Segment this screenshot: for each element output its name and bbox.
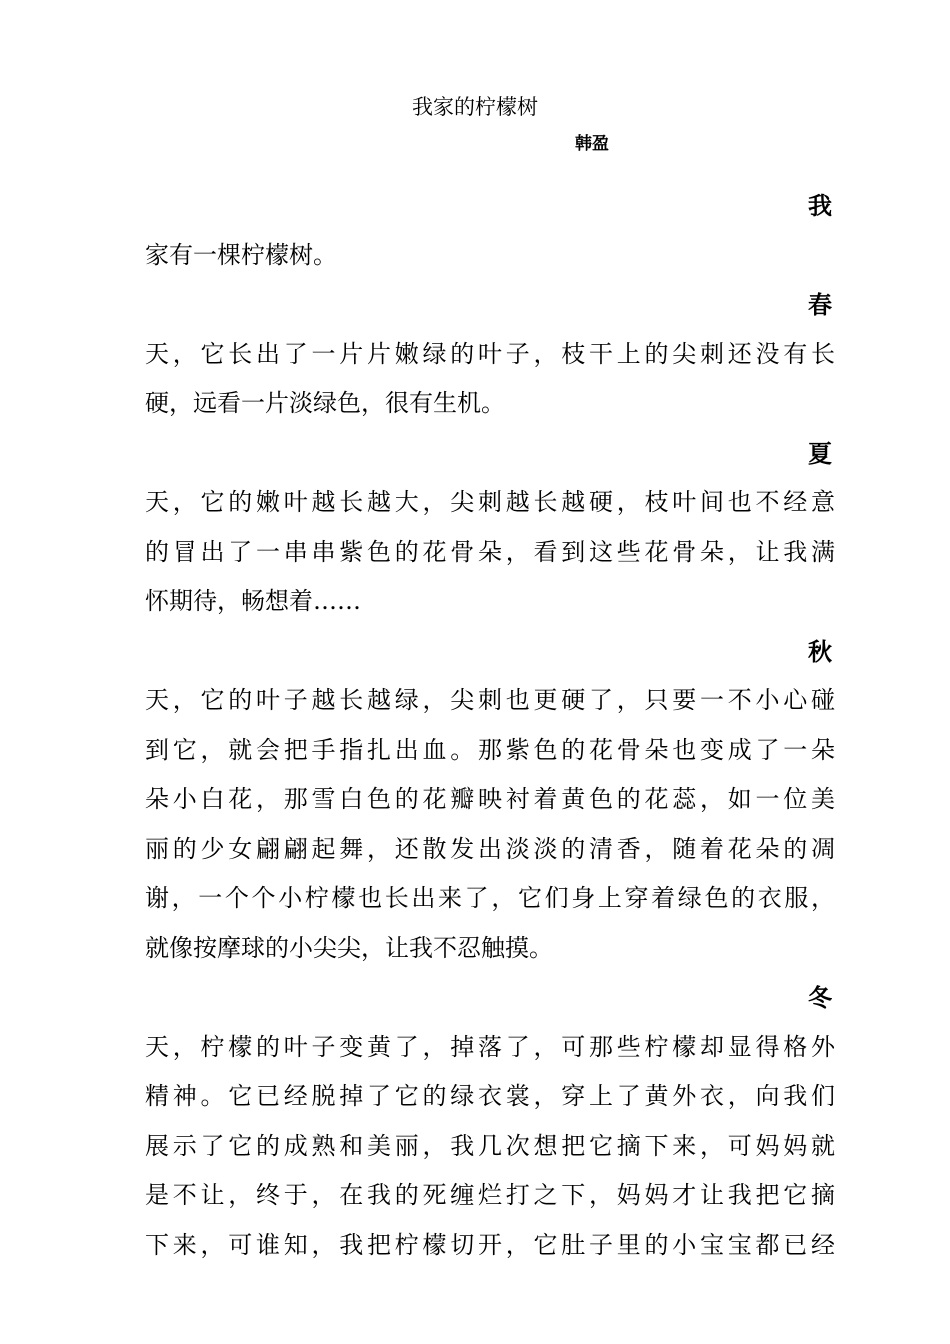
text-line: 怀期待，畅想着…… [145,587,361,615]
paragraph [145,973,835,1270]
paragraph-lead-char: 春 [808,290,832,319]
text-line: 朵小白花，那雪白色的花瓣映衬着黄色的花蕊，如一位美 [145,785,835,813]
paragraph-lead-char: 秋 [808,636,832,666]
paragraph [145,280,835,429]
paragraph-lead-char: 冬 [808,983,832,1012]
essay-body [145,181,835,1270]
text-line: 是不让，终于，在我的死缠烂打之下，妈妈才让我把它摘 [145,1181,835,1209]
text-line: 到它，就会把手指扎出血。那紫色的花骨朵也变成了一朵 [145,735,835,764]
text-line: 天，它的叶子越长越绿，尖刺也更硬了，只要一不小心碰 [145,686,835,714]
text-line: 丽的少女翩翩起舞，还散发出淡淡的清香，随着花朵的凋 [145,834,835,863]
text-line: 家有一棵柠檬树。 [145,240,337,269]
essay-title: 我家的柠檬树 [412,95,538,119]
paragraph [145,627,835,974]
paragraph-lead-char: 夏 [808,438,832,468]
author-name: 韩盈 [575,134,609,154]
text-line: 精神。它已经脱掉了它的绿衣裳，穿上了黄外衣，向我们 [145,1082,835,1110]
text-line: 天，柠檬的叶子变黄了，掉落了，可那些柠檬却显得格外 [145,1032,835,1061]
text-line: 谢，一个个小柠檬也长出来了，它们身上穿着绿色的衣服， [145,884,835,912]
text-line: 下来，可谁知，我把柠檬切开，它肚子里的小宝宝都已经 [145,1230,835,1259]
text-line: 天，它的嫩叶越长越大，尖刺越长越硬，枝叶间也不经意 [145,488,835,516]
paragraph [145,181,835,280]
text-line: 硬，远看一片淡绿色，很有生机。 [145,389,505,417]
paragraph [145,429,835,627]
text-line: 展示了它的成熟和美丽，我几次想把它摘下来，可妈妈就 [145,1131,835,1160]
text-line: 就像按摩球的小尖尖，让我不忍触摸。 [145,933,553,962]
text-line: 天，它长出了一片片嫩绿的叶子，枝干上的尖刺还没有长 [145,339,835,368]
text-line: 的冒出了一串串紫色的花骨朵，看到这些花骨朵，让我满 [145,537,835,566]
paragraph-lead-char: 我 [808,191,832,220]
